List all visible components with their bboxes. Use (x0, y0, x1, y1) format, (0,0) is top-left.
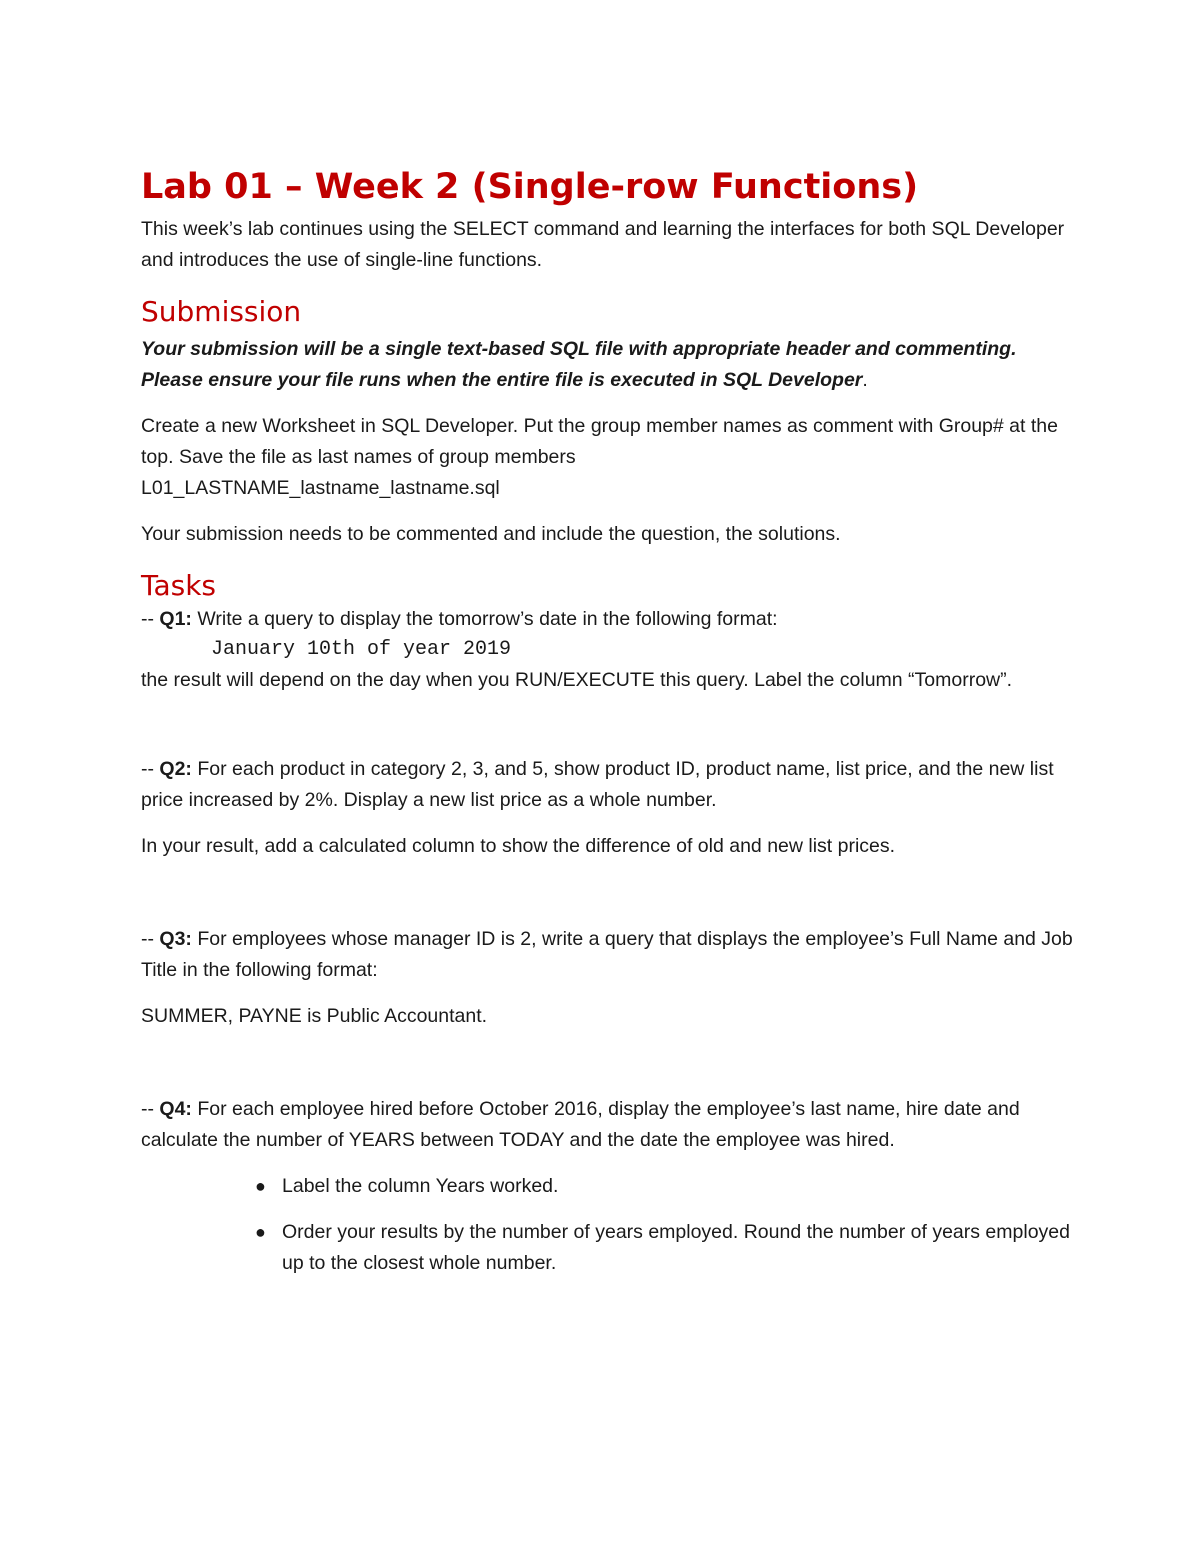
document-page (141, 160, 1081, 1279)
q4-text: For each employee hired before October 2016, display the employee’s last name, hire date and calculate the number of YEARS between TODAY and the date the employee was hired. (141, 1098, 1020, 1151)
q4-prefix: -- (141, 1098, 160, 1120)
q1-format-example: January 10th of year 2019 (211, 638, 512, 661)
q4-bullet-2: Order your results by the number of years employed. Round the number of years employed up to the closest whole number. (282, 1221, 1070, 1274)
bullet-icon: ● (255, 1176, 266, 1196)
submission-heading: Submission (141, 295, 302, 328)
q2-prefix: -- (141, 758, 160, 780)
list-item (141, 1171, 1081, 1202)
list-item (141, 1217, 1081, 1279)
q3-label: Q3: (159, 928, 192, 950)
q2-text: For each product in category 2, 3, and 5, show product ID, product name, list price, and the new list price increased by 2%. Display a new list price as a whole number. (141, 758, 1054, 811)
q3-prefix: -- (141, 928, 160, 950)
tasks-heading: Tasks (141, 569, 217, 602)
q4-label: Q4: (159, 1098, 192, 1120)
q2-note: In your result, add a calculated column to show the difference of old and new list prices. (141, 835, 896, 857)
submission-filename: L01_LASTNAME_lastname_lastname.sql (141, 477, 500, 499)
q3-text: For employees whose manager ID is 2, write a query that displays the employee’s Full Name and Job Title in the following format: (141, 928, 1073, 981)
q4-question (141, 1094, 1081, 1156)
q1-text: Write a query to display the tomorrow’s date in the following format: (191, 608, 778, 630)
q1-note: the result will depend on the day when you RUN/EXECUTE this query. Label the column “Tomorrow”. (141, 669, 1013, 691)
submission-requirements: Your submission needs to be commented and include the question, the solutions. (141, 523, 841, 545)
q2-question (141, 754, 1081, 816)
q4-bullet-list (141, 1171, 1081, 1279)
submission-emphasis-text: Your submission will be a single text-based SQL file with appropriate header and commenting. Please ensure your file runs when the entire file is executed in SQL Developer (141, 338, 1017, 391)
q1-prefix: -- (141, 608, 160, 630)
submission-emphasis (141, 334, 1081, 396)
submission-emphasis-period: . (862, 369, 868, 391)
document-title: Lab 01 – Week 2 (Single-row Functions) (141, 167, 919, 207)
submission-instructions-text: Create a new Worksheet in SQL Developer. Put the group member names as comment with Group# at the top. Save the file as last names of group members (141, 415, 1058, 468)
q1-question (141, 604, 1081, 635)
intro-paragraph: This week’s lab continues using the SELECT command and learning the interfaces for both SQL Developer and introduces the use of single-line functions. (141, 218, 1065, 271)
q3-format-example: SUMMER, PAYNE is Public Accountant. (141, 1005, 488, 1027)
q4-bullet-1: Label the column Years worked. (282, 1175, 559, 1197)
q3-question (141, 924, 1081, 986)
submission-instructions (141, 411, 1081, 504)
q2-label: Q2: (159, 758, 192, 780)
q1-label: Q1: (159, 608, 192, 630)
bullet-icon: ● (255, 1222, 266, 1242)
